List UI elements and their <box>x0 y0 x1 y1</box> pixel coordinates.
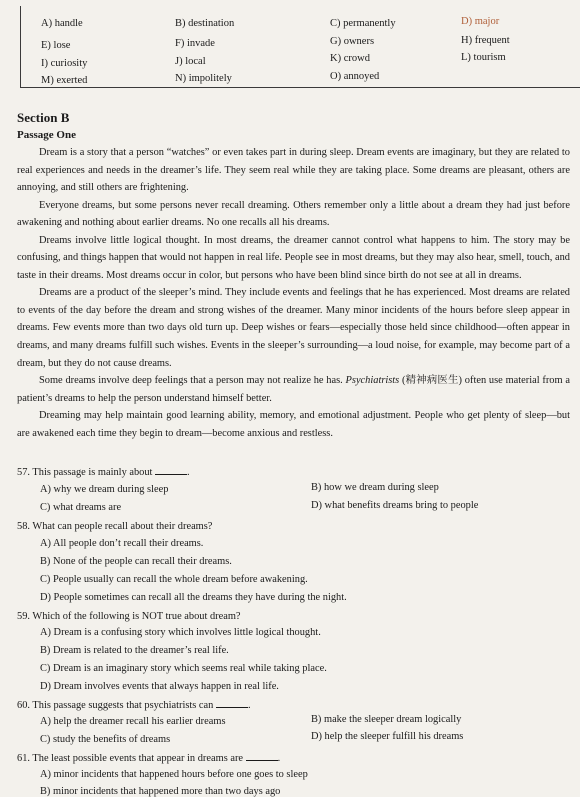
question-59 <box>17 608 570 625</box>
answer-blank <box>155 466 187 475</box>
section-title: Section B <box>17 110 70 125</box>
option-a[interactable]: A) Dream is a confusing story which involves little logical thought. <box>40 627 321 638</box>
word-option: I) curiosity <box>41 58 88 69</box>
question-58 <box>17 518 570 535</box>
word-option: C) permanently <box>330 18 396 29</box>
term-psychiatrists: Psychiatrists <box>345 375 400 387</box>
word-option: M) exerted <box>41 75 88 86</box>
option-b[interactable]: B) minor incidents that happened more than two days ago <box>40 786 281 797</box>
answer-blank <box>216 699 248 708</box>
option-d[interactable]: D) help the sleeper fulfill his dreams <box>311 731 464 742</box>
option-a[interactable]: A) minor incidents that happened hours before one goes to sleep <box>40 769 308 780</box>
passage-body <box>17 144 570 442</box>
option-b[interactable]: B) how we dream during sleep <box>311 482 439 493</box>
word-option: K) crowd <box>330 53 370 64</box>
word-option: G) owners <box>330 36 375 47</box>
option-c[interactable]: C) Dream is an imaginary story which seems real while taking place. <box>40 663 327 674</box>
option-d[interactable]: D) Dream involves events that always happen in real life. <box>40 681 279 692</box>
question-60 <box>17 697 570 714</box>
question-stem: 59. Which of the following is NOT true about dream? <box>17 611 241 622</box>
option-a[interactable]: A) why we dream during sleep <box>40 484 169 495</box>
word-option: E) lose <box>41 40 71 51</box>
option-d[interactable]: D) what benefits dreams bring to people <box>311 500 479 511</box>
paragraph: Dreaming may help maintain good learning ability, memory, and emotional adjustment. People who get plenty of sleep—but are awakened each time they begin to dream—become anxious and restless. <box>17 410 570 439</box>
option-a[interactable]: A) help the dreamer recall his earlier dreams <box>40 716 226 727</box>
option-c[interactable]: C) People usually can recall the whole dream before awakening. <box>40 574 308 585</box>
question-61 <box>17 750 570 767</box>
question-57 <box>17 464 570 481</box>
question-stem: 60. This passage suggests that psychiatrists can . <box>17 700 251 711</box>
option-d[interactable]: D) People sometimes can recall all the dreams they have during the night. <box>40 592 347 603</box>
option-a[interactable]: A) All people don’t recall their dreams. <box>40 538 204 549</box>
word-option: J) local <box>175 56 206 67</box>
word-option: H) frequent <box>461 35 510 46</box>
word-option: F) invade <box>175 38 215 49</box>
paragraph: Dreams are a product of the sleeper’s mind. They include events and feelings that he has experienced. Most dreams are related to events of the day before the dream and strong wishes of the dreamer. Many minor incidents of the hours before sleep appear in dreams. Few events more than two days old turn up. Deep wishes or fears—especially those held since childhood—often appear in dreams, and many dreams fulfill such wishes. Events in the sleeper’s surrounding—a loud noise, for example, may become part of a dream, but they do not cause dreams. <box>17 287 570 369</box>
passage-title: Passage One <box>17 129 76 141</box>
word-option: N) impolitely <box>175 73 232 84</box>
option-b[interactable]: B) Dream is related to the dreamer’s real life. <box>40 645 229 656</box>
word-option: B) destination <box>175 18 235 29</box>
answer-blank <box>246 752 278 761</box>
option-b[interactable]: B) None of the people can recall their dreams. <box>40 556 232 567</box>
paragraph: Some dreams involve deep feelings that a person may not realize he has. Psychiatrists (精神病医生) often use material from a patient’s dreams to help the person understand himself better. <box>17 375 570 404</box>
question-stem: 58. What can people recall about their dreams? <box>17 521 213 532</box>
option-b[interactable]: B) make the sleeper dream logically <box>311 714 462 725</box>
word-option: D) major <box>461 16 500 27</box>
option-c[interactable]: C) what dreams are <box>40 502 122 513</box>
question-stem: 61. The least possible events that appear in dreams are . <box>17 753 281 764</box>
paragraph: Dream is a story that a person “watches” or even takes part in during sleep. Dream events are imaginary, but they are related to real experiences and needs in the dreamer’s life. They seem real while they are taking place. Some dreams are pleasant, others are annoying, and still others are frightening. <box>17 147 570 194</box>
paragraph: Dreams involve little logical thought. In most dreams, the dreamer cannot control what happens to him. The story may be confusing, and things happen that would not happen in real life. People see in most dreams, but they may also hear, smell, touch, and taste in their dreams. Most dreams occur in color, but persons who have been blind since birth do not see at all in dreams. <box>17 234 570 281</box>
word-option: O) annoyed <box>330 71 380 82</box>
paragraph: Everyone dreams, but some persons never recall dreaming. Others remember only a little about a dream they had just before awakening and nothing about earlier dreams. No one recalls all his dreams. <box>17 199 570 229</box>
word-option: L) tourism <box>461 52 506 63</box>
question-stem: 57. This passage is mainly about . <box>17 467 190 478</box>
option-c[interactable]: C) study the benefits of dreams <box>40 734 171 745</box>
word-option: A) handle <box>41 18 83 29</box>
